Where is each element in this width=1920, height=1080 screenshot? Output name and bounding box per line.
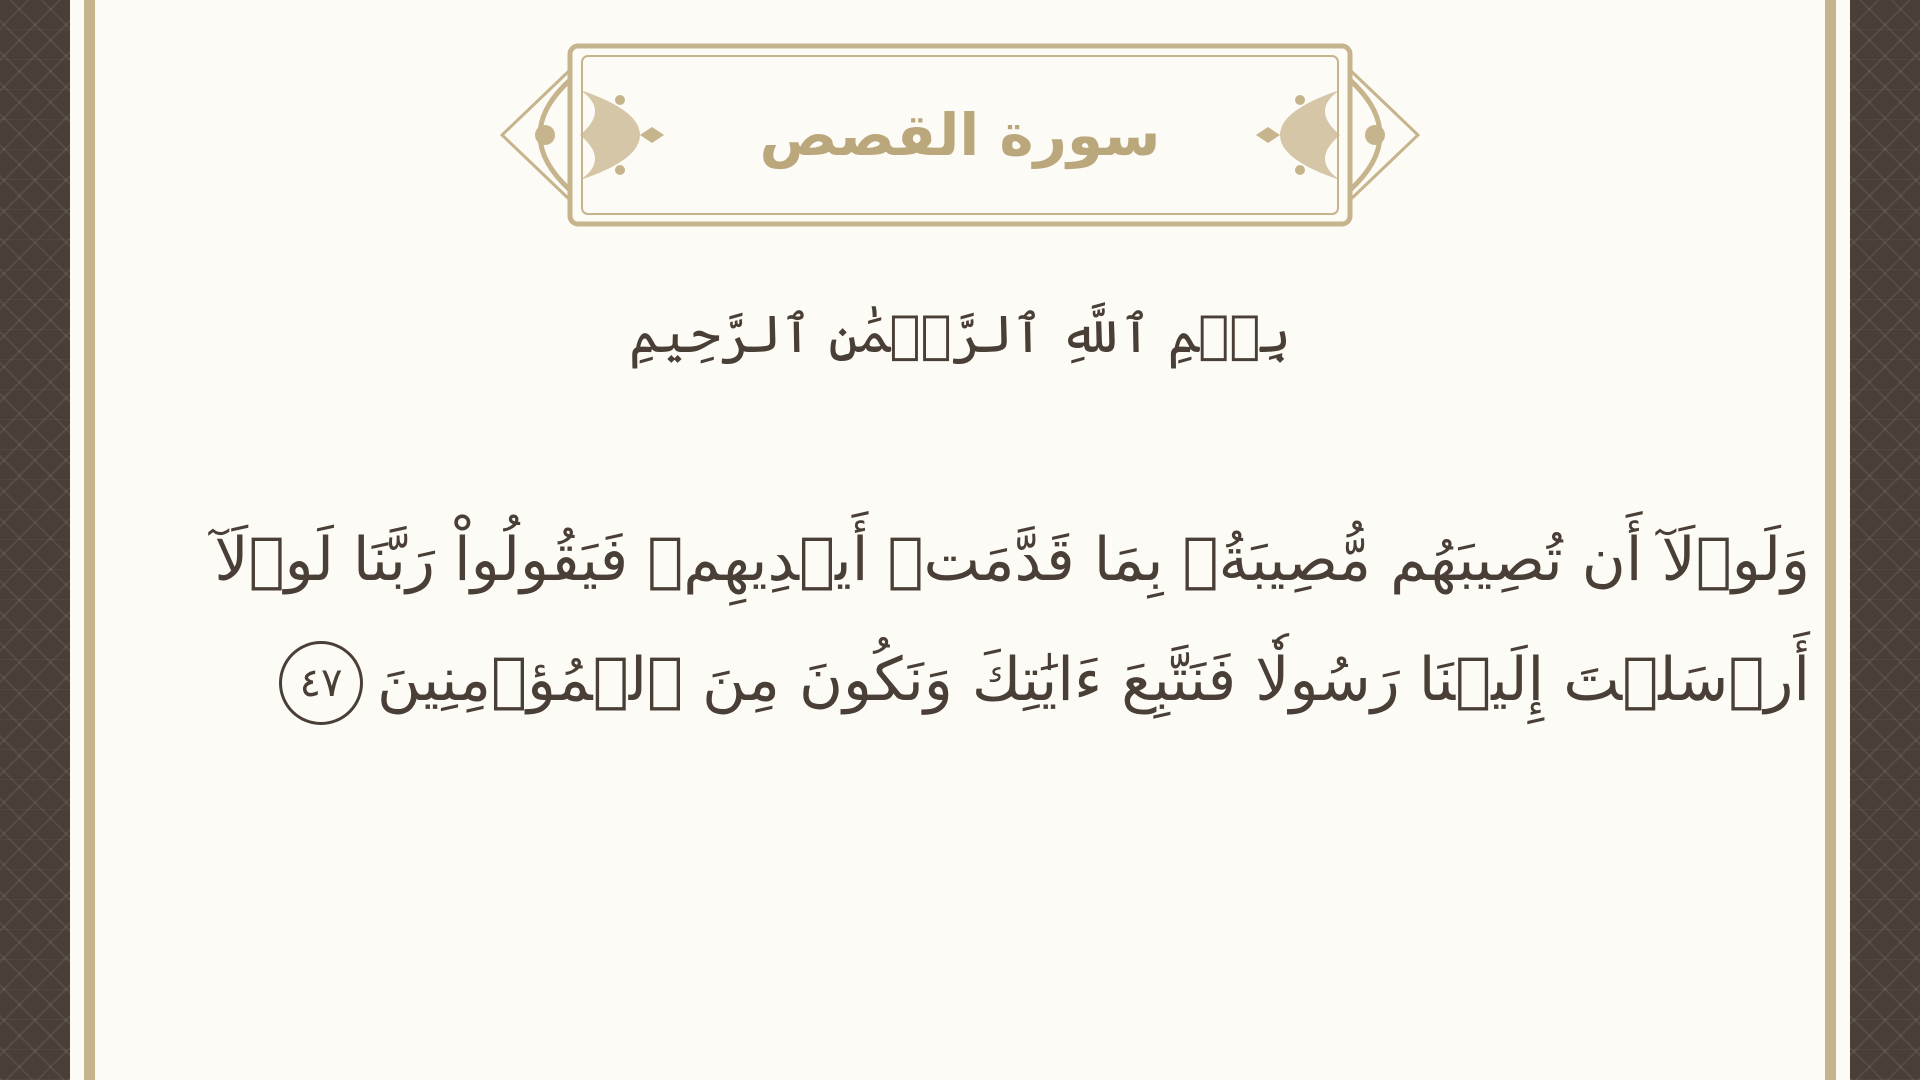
- basmala: بِسۡمِ ٱللَّهِ ٱلرَّحۡمَٰنِ ٱلرَّحِيمِ: [629, 305, 1291, 365]
- surah-title: سورة القصص: [759, 101, 1161, 169]
- left-gold-rule: [84, 0, 95, 1080]
- verse-line-2-text: أَرۡسَلۡتَ إِلَيۡنَا رَسُولٗا فَنَتَّبِعَ ءَايَٰتِكَ وَنَكُونَ مِنَ ٱلۡمُؤۡمِنِينَ: [377, 645, 1810, 715]
- ayah-number-marker: ٤٧: [279, 641, 363, 725]
- verse-line-1: وَلَوۡلَآ أَن تُصِيبَهُم مُّصِيبَةُۢ بِمَا قَدَّمَتۡ أَيۡدِيهِمۡ فَيَقُولُواْ رَبَّنَا لَوۡلَآ: [214, 525, 1810, 595]
- right-ornamental-border: [1850, 0, 1920, 1080]
- right-gold-rule: [1825, 0, 1836, 1080]
- verse-text: [214, 500, 1810, 740]
- surah-title-cartouche: [500, 40, 1420, 230]
- left-ornamental-border: [0, 0, 70, 1080]
- verse-line-2: [299, 620, 1810, 740]
